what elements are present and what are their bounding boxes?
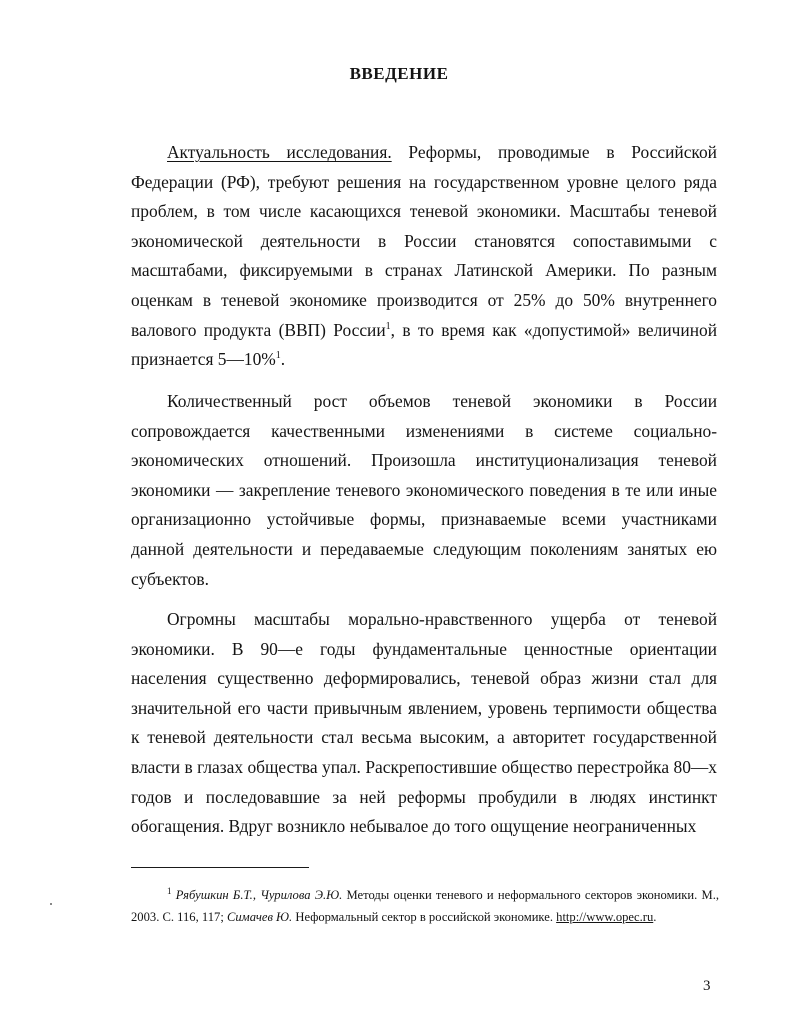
paragraph-growth (131, 387, 717, 594)
page-title: ВВЕДЕНИЕ (349, 64, 449, 83)
footnote-marker: 1 (167, 885, 172, 896)
paragraph-text: Количественный рост объемов теневой экономики в России сопровождается качественными изменениями в системе социально-экономических отношений. Произошла институционализация теневой экономики — закрепление теневого экономического поведения в те или иные организационно устойчивые формы, признаваемые всеми участниками данной деятельности и передаваемые следующим поколениям занятых ею субъектов. (131, 391, 717, 589)
paragraph-moral-damage (131, 605, 717, 842)
footnote-separator (131, 867, 309, 868)
paragraph-text: , в то время как «допустимой» величиной признается 5—10% (131, 319, 717, 370)
footnote-text: Неформальный сектор в российской экономике. (292, 910, 557, 924)
footnote-reference: 1 (385, 320, 391, 332)
footnote-text: Методы оценки теневого и неформального секторов экономики. М., 2003. С. 116, 117; (131, 888, 719, 924)
paragraph-text: Огромны масштабы морально-нравственного ущерба от теневой экономики. В 90—е годы фундаментальные ценностные ориентации населения существенно деформировались, теневой образ жизни стал для значительной его части привычным явлением, уровень терпимости общества к теневой деятельности стал весьма высоким, а авторитет государственной власти в глазах общества упал. Раскрепостившие общество перестройка 80—х годов и последовавшие за ней реформы пробудили в людях инстинкт обогащения. Вдруг возникло небывалое до того ощущение неограниченных (131, 609, 717, 837)
section-lead: Актуальность исследования. (167, 142, 392, 162)
paragraph-relevance (131, 138, 717, 375)
footnote-link[interactable]: http://www.opec.ru (556, 910, 654, 924)
paragraph-text: Реформы, проводимые в Российской Федерации (РФ), требуют решения на государственном уровне целого ряда проблем, в том числе касающихся теневой экономики. Масштабы теневой экономической деятельности в России становятся сопоставимыми с масштабами, фиксируемыми в странах Латинской Америки. По разным оценкам в теневой экономике производится от 25% до 50% внутреннего валового продукта (ВВП) России (131, 142, 717, 340)
footnote (131, 884, 719, 928)
footnote-authors: Симачев Ю. (226, 910, 293, 924)
paragraph-text: . (280, 349, 286, 370)
scan-speck (50, 903, 52, 905)
page-number: 3 (703, 978, 711, 994)
footnote-authors: Рябушкин Б.Т., Чурилова Э.Ю. (175, 888, 343, 902)
footnote-reference: 1 (275, 350, 281, 362)
footnote-text: . (653, 910, 657, 924)
